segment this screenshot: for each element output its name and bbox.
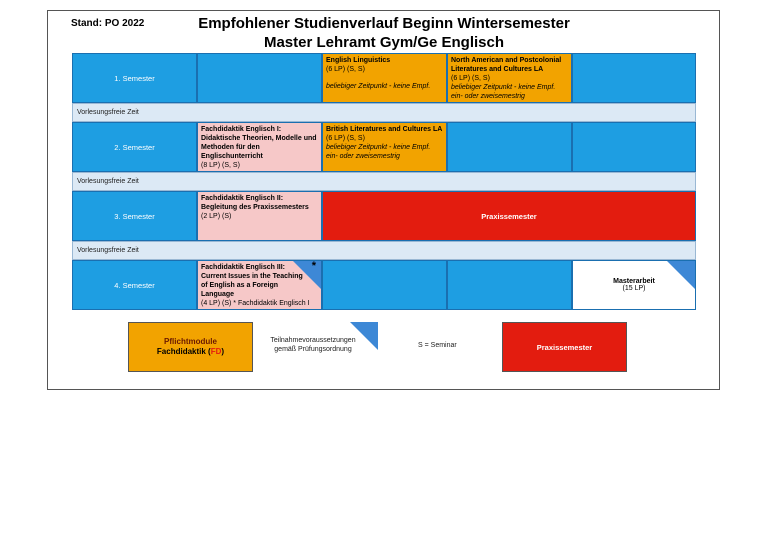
legend-prereq-line1: Teilnahmevoraussetzungen (270, 337, 356, 344)
module-meta: (8 LP) (S, S) (201, 162, 240, 169)
legend-prereq-line2: gemäß Prüfungsordnung (274, 346, 352, 353)
empty-cell (447, 260, 572, 310)
module-meta: (2 LP) (S) (201, 213, 232, 220)
legend-pflichtmodule (128, 322, 253, 372)
empty-cell (197, 53, 322, 103)
title-line-2: Master Lehramt Gym/Ge Englisch (263, 34, 505, 51)
break-period-3: Vorlesungsfreie Zeit (72, 241, 696, 260)
module-note: beliebiger Zeitpunkt - keine Empf. ein- oder zweisemestrig (451, 84, 556, 100)
semester-2-label: 2. Semester (72, 122, 197, 172)
empty-cell (447, 122, 572, 172)
empty-cell (322, 260, 447, 310)
module-title: Fachdidaktik Englisch II: Begleitung des Praxissemesters (201, 195, 309, 211)
legend-prereq-text (258, 336, 368, 354)
stand-label: Stand: PO 2022 (71, 18, 145, 29)
legend-pflicht-line1: Pflichtmodule (164, 337, 217, 346)
semester-1-label: 1. Semester (72, 53, 197, 103)
module-english-linguistics (322, 53, 447, 103)
module-title: English Linguistics (326, 57, 391, 64)
module-meta: (6 LP) (S, S) (326, 135, 365, 142)
empty-cell (572, 122, 696, 172)
module-british-literatures (322, 122, 447, 172)
legend-fd-abbrev: FD (210, 347, 222, 356)
module-title: British Literatures and Cultures LA (326, 126, 443, 133)
module-masterarbeit (572, 260, 696, 310)
module-meta: (4 LP) (S) * Fachdidaktik Englisch I (201, 300, 310, 307)
title-line-1: Empfohlener Studienverlauf Beginn Wintersemester (198, 15, 570, 32)
legend-praxissemester: Praxissemester (502, 322, 627, 372)
break-period-2: Vorlesungsfreie Zeit (72, 172, 696, 191)
module-title: Masterarbeit (613, 278, 655, 285)
legend-seminar: S = Seminar (418, 342, 457, 349)
empty-cell (572, 53, 696, 103)
star-marker: * (311, 260, 316, 272)
module-fachdidaktik-3 (197, 260, 322, 310)
module-title: Fachdidaktik Englisch I: Didaktische Theorien, Modelle und Methoden für den Englischunterricht (201, 126, 317, 160)
prerequisite-marker (293, 261, 321, 289)
legend-fd-prefix: Fachdidaktik ( (156, 347, 211, 356)
module-note: beliebiger Zeitpunkt - keine Empf. (326, 83, 431, 90)
module-fachdidaktik-1 (197, 122, 322, 172)
semester-3-label: 3. Semester (72, 191, 197, 241)
semester-4-label: 4. Semester (72, 260, 197, 310)
legend-prerequisites (258, 322, 378, 362)
module-meta: (15 LP) (622, 285, 646, 292)
page-title (170, 14, 598, 52)
module-meta: (6 LP) (S, S) (451, 75, 490, 82)
break-period-1: Vorlesungsfreie Zeit (72, 103, 696, 122)
legend-fd-suffix: ) (221, 347, 225, 356)
module-north-american-postcolonial (447, 53, 572, 103)
module-meta: (6 LP) (S, S) (326, 66, 365, 73)
module-note: beliebiger Zeitpunkt - keine Empf. ein- oder zweisemestrig (326, 144, 431, 160)
prerequisite-marker (667, 261, 695, 289)
praxissemester-block: Praxissemester (322, 191, 696, 241)
module-fachdidaktik-2 (197, 191, 322, 241)
module-title: North American and Postcolonial Literatures and Cultures LA (451, 57, 562, 73)
module-title: Fachdidaktik Englisch III: Current Issues in the Teaching of English as a Foreign Language (201, 264, 303, 298)
legend-pflicht-line2 (157, 347, 224, 357)
